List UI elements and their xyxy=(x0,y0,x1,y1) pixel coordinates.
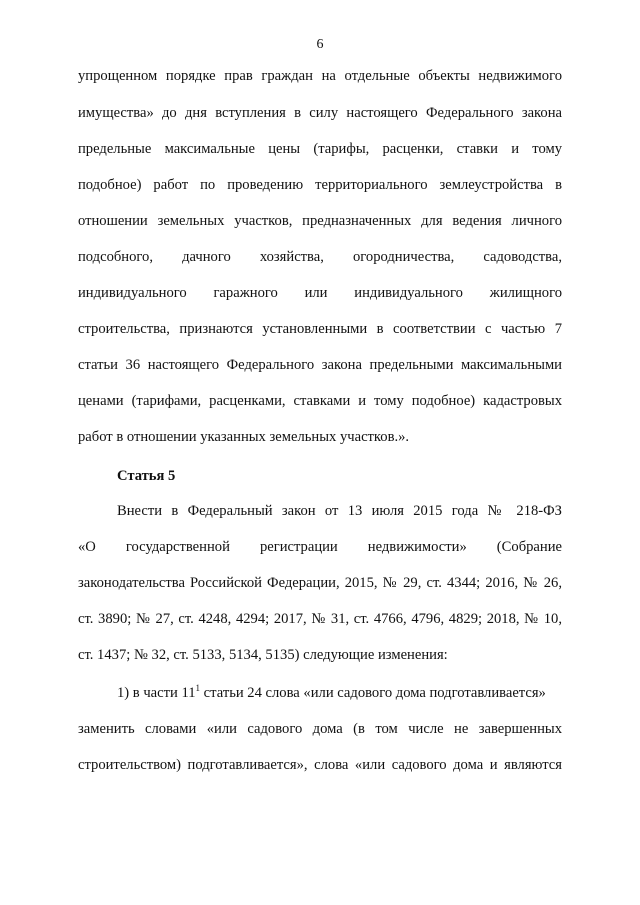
text-line: статьи 36 настоящего Федерального закона предельными максимальными xyxy=(78,357,562,373)
text-line: работ в отношении указанных земельных участков.». xyxy=(78,429,410,445)
text-line: «О государственной регистрации недвижимости» (Собрание xyxy=(78,539,562,555)
superscript: 1 xyxy=(195,683,201,693)
text-line: подсобного, дачного хозяйства, огородничества, садоводства, xyxy=(78,249,562,265)
item-prefix: 1) в части 11 xyxy=(117,685,196,701)
text-line: законодательства Российской Федерации, 2015, № 29, ст. 4344; 2016, № 26, xyxy=(78,575,562,591)
text-line: ценами (тарифами, расценками, ставками и тому подобное) кадастровых xyxy=(78,393,562,409)
text-line: отношении земельных участков, предназначенных для ведения личного xyxy=(78,213,562,229)
text-line: ст. 3890; № 27, ст. 4248, 4294; 2017, № 31, ст. 4766, 4796, 4829; 2018, № 10, xyxy=(78,611,562,627)
item-rest: статьи 24 слова «или садового дома подготавливается» xyxy=(200,685,546,701)
text-line: заменить словами «или садового дома (в том числе не завершенных xyxy=(78,721,562,737)
text-line: Внести в Федеральный закон от 13 июля 2015 года № 218-ФЗ xyxy=(117,503,562,519)
text-line: имущества» до дня вступления в силу настоящего Федерального закона xyxy=(78,105,562,121)
text-line: предельные максимальные цены (тарифы, расценки, ставки и тому xyxy=(78,141,562,157)
text-line: строительством) подготавливается», слова «или садового дома и являются xyxy=(78,757,562,773)
page-number: 6 xyxy=(316,37,324,52)
text-line: подобное) работ по проведению территориального землеустройства в xyxy=(78,177,562,193)
text-line: индивидуального гаражного или индивидуального жилищного xyxy=(78,285,562,301)
article-heading: Статья 5 xyxy=(117,468,176,484)
text-line: строительства, признаются установленными в соответствии с частью 7 xyxy=(78,321,562,337)
text-line: ст. 1437; № 32, ст. 5133, 5134, 5135) следующие изменения: xyxy=(78,647,448,663)
list-item-1-first-line xyxy=(117,684,562,703)
text-line: упрощенном порядке прав граждан на отдельные объекты недвижимого xyxy=(78,68,562,84)
